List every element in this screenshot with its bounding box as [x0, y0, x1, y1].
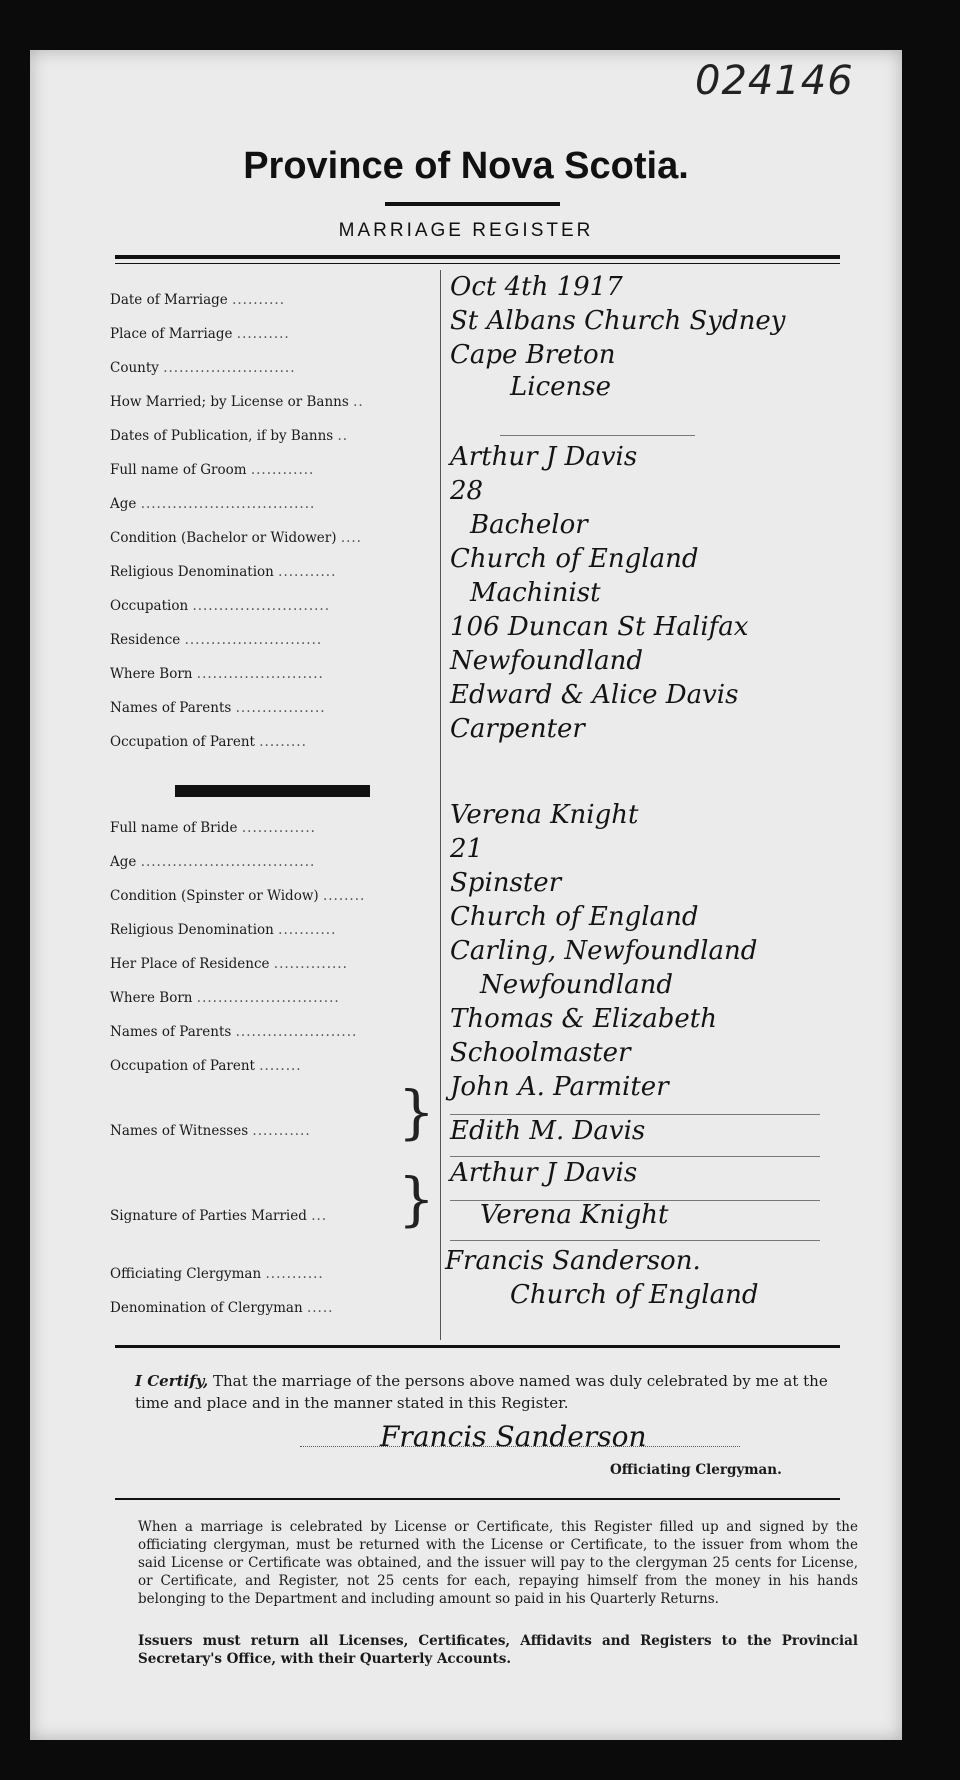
witness-line	[450, 1156, 820, 1157]
field-label: Occupation of Parent ........	[110, 1058, 302, 1074]
register-number: 024146	[695, 58, 854, 104]
field-value: Francis Sanderson.	[445, 1246, 701, 1276]
signature-line	[450, 1240, 820, 1241]
field-label: Signature of Parties Married ...	[110, 1208, 328, 1224]
field-label: Full name of Groom ............	[110, 462, 315, 478]
field-value: Carpenter	[450, 714, 585, 744]
register-form	[30, 50, 902, 1740]
field-label: Officiating Clergyman ...........	[110, 1266, 324, 1282]
field-label: Age .................................	[110, 496, 316, 512]
field-label: Occupation ..........................	[110, 598, 331, 614]
field-value: 28	[450, 476, 484, 506]
signature-caption: Officiating Clergyman.	[610, 1462, 782, 1478]
field-label: Age .................................	[110, 854, 316, 870]
field-value: Oct 4th 1917	[450, 272, 623, 302]
certification	[135, 1370, 835, 1414]
witness-2: Edith M. Davis	[450, 1116, 646, 1146]
title-divider	[385, 202, 560, 206]
certify-lead: I Certify,	[135, 1372, 209, 1390]
field-label: Religious Denomination ...........	[110, 922, 337, 938]
field-label: Where Born ........................	[110, 666, 324, 682]
signature-dotted-line	[300, 1445, 740, 1447]
field-value: St Albans Church Sydney	[450, 306, 786, 336]
header-rule	[115, 255, 840, 259]
clergy-signature: Francis Sanderson	[380, 1420, 647, 1453]
brace-icon: }	[398, 1078, 435, 1146]
field-label: Residence ..........................	[110, 632, 323, 648]
section-rule	[115, 1345, 840, 1348]
form-subtitle: MARRIAGE REGISTER	[338, 220, 594, 241]
field-value: Spinster	[450, 868, 562, 898]
field-label: Her Place of Residence ..............	[110, 956, 348, 972]
field-value: Cape Breton	[450, 340, 616, 370]
brace-icon: }	[398, 1165, 435, 1233]
field-label: How Married; by License or Banns ..	[110, 394, 364, 410]
witness-1: John A. Parmiter	[450, 1072, 669, 1102]
field-label: Full name of Bride ..............	[110, 820, 316, 836]
field-value: Thomas & Elizabeth	[450, 1004, 717, 1034]
field-label: Condition (Bachelor or Widower) ....	[110, 530, 362, 546]
field-value: Edward & Alice Davis	[450, 680, 739, 710]
header-rule-thin	[115, 263, 840, 264]
certify-text: That the marriage of the persons above named was duly celebrated by me at the time and place and in the manner stated in this Register.	[135, 1372, 828, 1412]
field-label: Date of Marriage ..........	[110, 292, 285, 308]
signature-groom: Arthur J Davis	[450, 1158, 638, 1188]
field-value: Church of England	[450, 902, 699, 932]
field-value: Church of England	[510, 1280, 759, 1310]
signature-bride: Verena Knight	[480, 1200, 669, 1230]
witness-line	[450, 1114, 820, 1115]
field-value: Arthur J Davis	[450, 442, 638, 472]
field-value: Schoolmaster	[450, 1038, 631, 1068]
field-label: Dates of Publication, if by Banns ..	[110, 428, 349, 444]
field-value: 106 Duncan St Halifax	[450, 612, 749, 642]
blank-line	[500, 435, 695, 436]
field-value: License	[510, 372, 612, 402]
field-label: Condition (Spinster or Widow) ........	[110, 888, 366, 904]
field-value: Machinist	[470, 578, 601, 608]
field-label: Where Born ...........................	[110, 990, 340, 1006]
field-label: Names of Witnesses ...........	[110, 1123, 311, 1139]
field-label: Occupation of Parent .........	[110, 734, 307, 750]
field-label: Denomination of Clergyman .....	[110, 1300, 334, 1316]
page-title: Province of Nova Scotia.	[243, 145, 689, 187]
field-value: Church of England	[450, 544, 699, 574]
field-label: County .........................	[110, 360, 296, 376]
field-label: Place of Marriage ..........	[110, 326, 290, 342]
field-value: Bachelor	[470, 510, 588, 540]
field-label: Religious Denomination ...........	[110, 564, 337, 580]
column-divider	[440, 270, 441, 1340]
field-label: Names of Parents .......................	[110, 1024, 358, 1040]
field-value: Newfoundland	[480, 970, 674, 1000]
field-value: Verena Knight	[450, 800, 639, 830]
issuers-notice: Issuers must return all Licenses, Certificates, Affidavits and Registers to the Provincial Secretary's Office, with their Quarterly Accounts.	[138, 1633, 858, 1667]
redaction-bar	[175, 785, 370, 797]
license-notice: When a marriage is celebrated by License or Certificate, this Register filled up and signed by the officiating clergyman, must be returned with the License or Certificate, to the issuer from whom the said License or Certificate was obtained, and the issuer will pay to the clergyman 25 cents for License, or Certificate, and Register, not 25 cents for each, repaying himself from the money in his hands belonging to the Department and including amount so paid in his Quarterly Returns.	[138, 1519, 858, 1607]
field-value: Carling, Newfoundland	[450, 936, 758, 966]
field-value: 21	[450, 834, 484, 864]
notice-rule	[115, 1498, 840, 1500]
field-label: Names of Parents .................	[110, 700, 326, 716]
field-value: Newfoundland	[450, 646, 644, 676]
